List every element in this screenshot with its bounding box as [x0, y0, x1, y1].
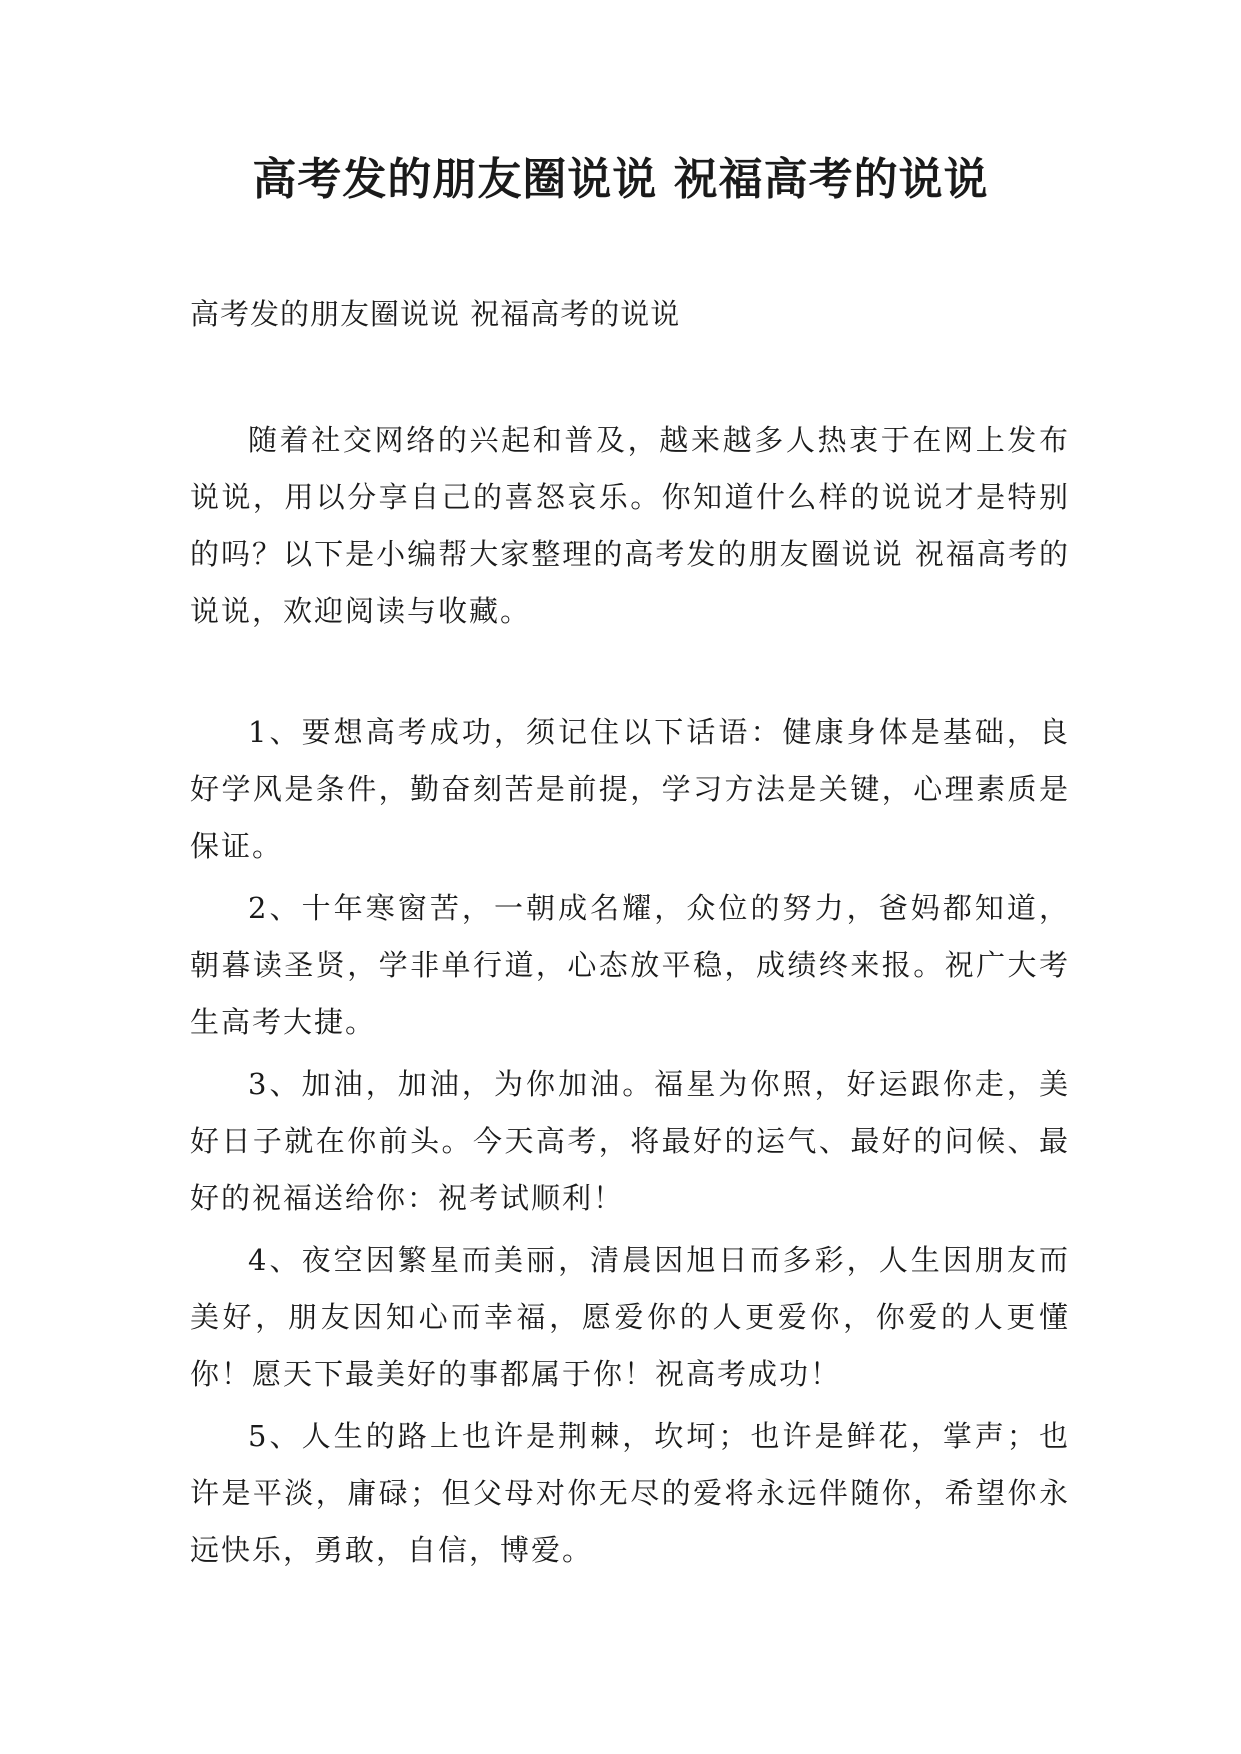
- list-item: 1、要想高考成功，须记住以下话语：健康身体是基础，良好学风是条件，勤奋刻苦是前提，学习方法是关键，心理素质是保证。: [190, 715, 1070, 863]
- list-item: 4、夜空因繁星而美丽，清晨因旭日而多彩，人生因朋友而美好，朋友因知心而幸福，愿爱你的人更爱你，你爱的人更懂你！愿天下最美好的事都属于你！祝高考成功！: [190, 1243, 1070, 1391]
- list-item: 5、人生的路上也许是荆棘，坎坷；也许是鲜花，掌声；也许是平淡，庸碌；但父母对你无尽的爱将永远伴随你，希望你永远快乐，勇敢，自信，博爱。: [190, 1419, 1070, 1567]
- document-body: [190, 284, 1070, 1584]
- document-subtitle: 高考发的朋友圈说说 祝福高考的说说: [190, 297, 681, 331]
- list-item: 2、十年寒窗苦，一朝成名耀，众位的努力，爸妈都知道，朝暮读圣贤，学非单行道，心态放平稳，成绩终来报。祝广大考生高考大捷。: [190, 891, 1070, 1039]
- intro-paragraph: 随着社交网络的兴起和普及，越来越多人热衷于在网上发布说说，用以分享自己的喜怒哀乐。你知道什么样的说说才是特别的吗？以下是小编帮大家整理的高考发的朋友圈说说 祝福高考的说说，欢迎阅读与收藏。: [190, 423, 1070, 628]
- list-item: 3、加油，加油，为你加油。福星为你照，好运跟你走，美好日子就在你前头。今天高考，将最好的运气、最好的问候、最好的祝福送给你：祝考试顺利！: [190, 1067, 1070, 1215]
- wishes-list: [190, 704, 1070, 1579]
- document-title: 高考发的朋友圈说说 祝福高考的说说: [252, 154, 989, 205]
